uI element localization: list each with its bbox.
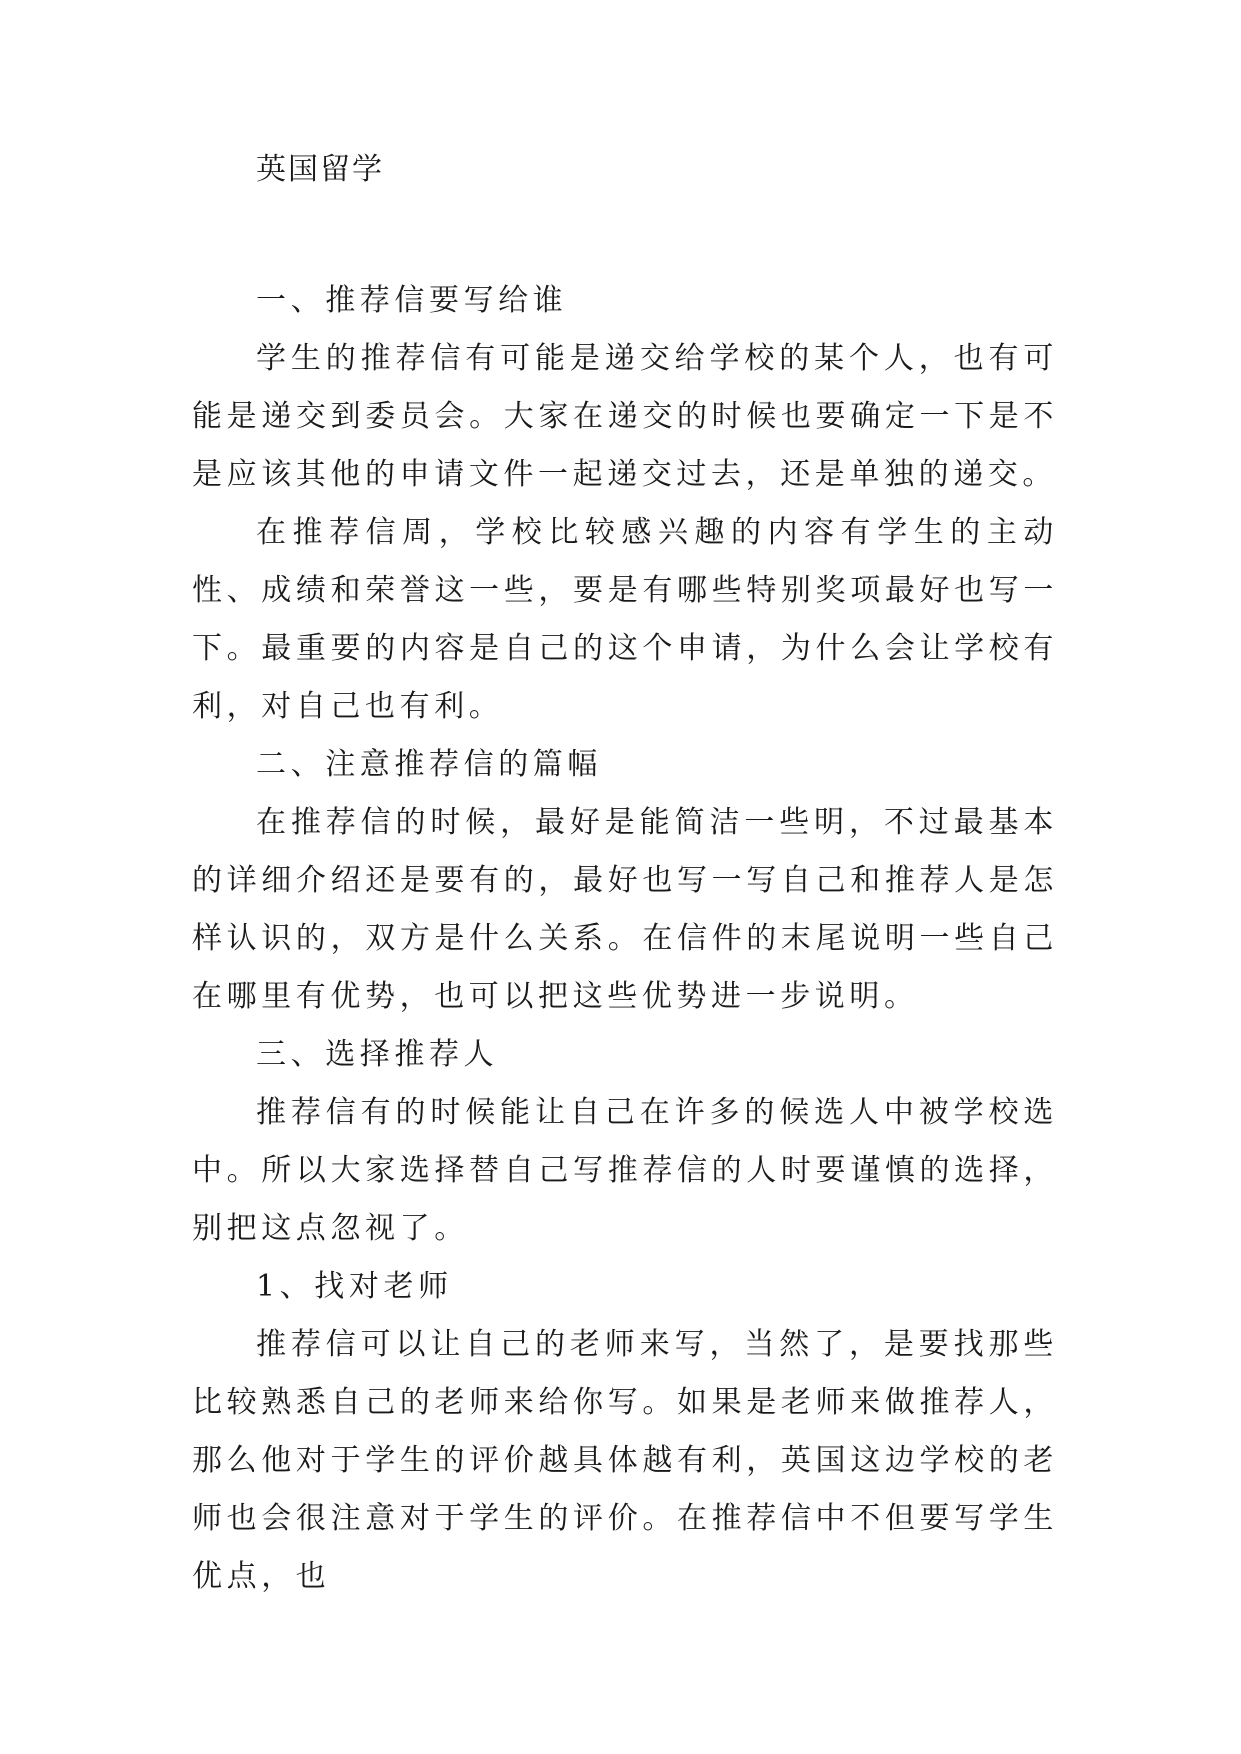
paragraph: 在推荐信周，学校比较感兴趣的内容有学生的主动性、成绩和荣誉这一些，要是有哪些特别奖项最好也写一下。最重要的内容是自己的这个申请，为什么会让学校有利，对自己也有利。 <box>192 515 1058 724</box>
section-heading-2: 二、注意推荐信的篇幅 <box>256 747 602 782</box>
section-heading-3: 三、选择推荐人 <box>256 1037 499 1072</box>
document-body <box>192 150 1058 1606</box>
paragraph: 推荐信有的时候能让自己在许多的候选人中被学校选中。所以大家选择替自己写推荐信的人时要谨慎的选择，别把这点忽视了。 <box>192 1095 1058 1246</box>
paragraph: 学生的推荐信有可能是递交给学校的某个人，也有可能是递交到委员会。大家在递交的时候也要确定一下是不是应该其他的申请文件一起递交过去，还是单独的递交。 <box>192 341 1058 492</box>
subsection-heading-1: 1、找对老师 <box>256 1269 453 1304</box>
paragraph: 在推荐信的时候，最好是能简洁一些明，不过最基本的详细介绍还是要有的，最好也写一写自己和推荐人是怎样认识的，双方是什么关系。在信件的末尾说明一些自己在哪里有优势，也可以把这些优势进一步说明。 <box>192 805 1058 1014</box>
section-heading-1: 一、推荐信要写给谁 <box>256 283 568 318</box>
document-title: 英国留学 <box>256 152 384 187</box>
paragraph: 推荐信可以让自己的老师来写，当然了，是要找那些比较熟悉自己的老师来给你写。如果是老师来做推荐人，那么他对于学生的评价越具体越有利，英国这边学校的老师也会很注意对于学生的评价。在推荐信中不但要写学生优点，也 <box>192 1327 1058 1594</box>
